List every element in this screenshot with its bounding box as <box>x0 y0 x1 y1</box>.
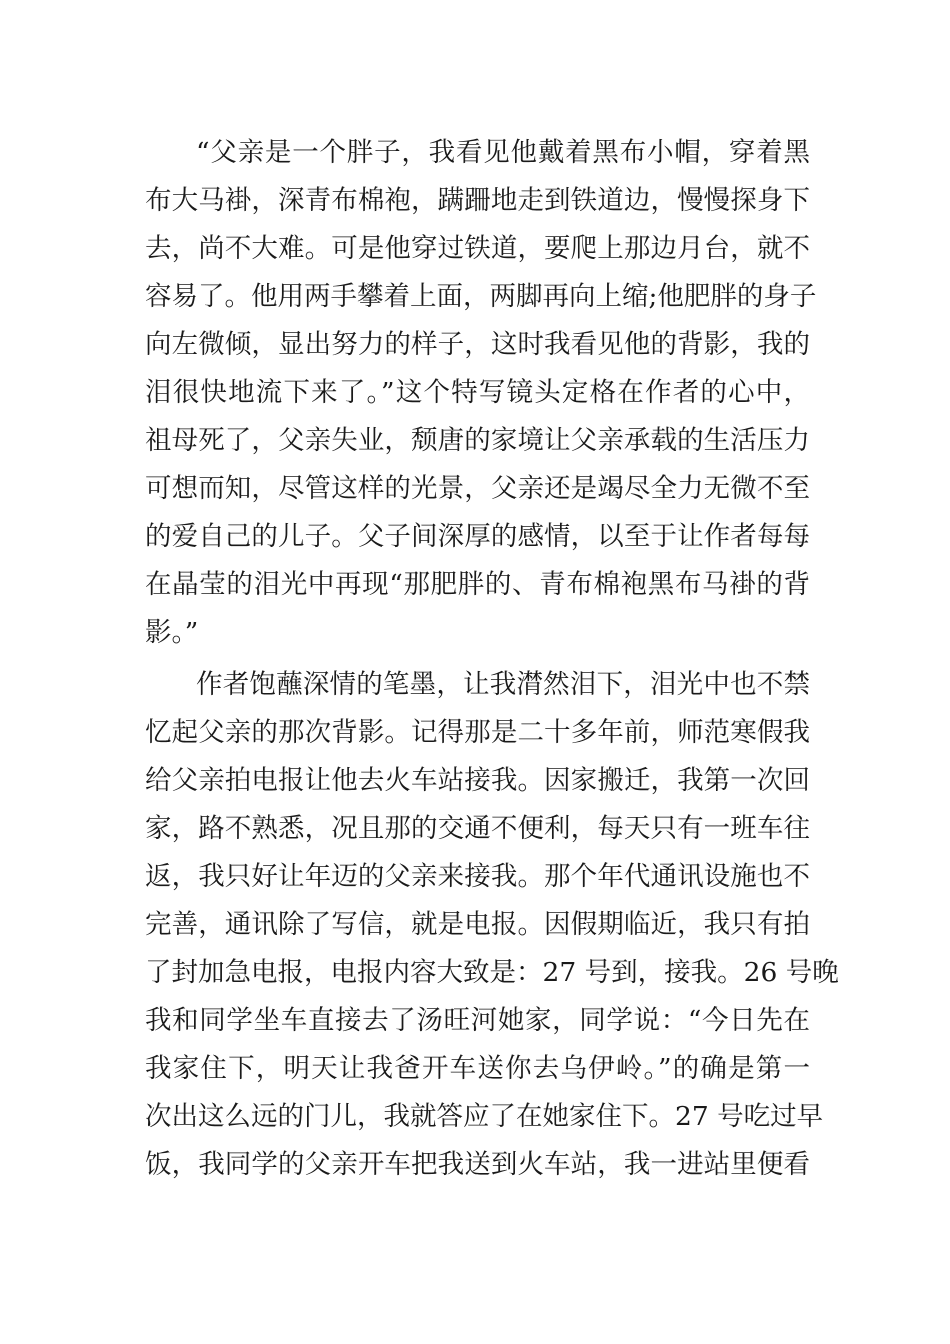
text-line: 了封加急电报，电报内容大致是：27 号到，接我。26 号晚 <box>145 957 839 988</box>
text-line: 泪很快地流下来了。”这个特写镜头定格在作者的心中， <box>145 377 810 408</box>
text-line: 的爱自己的儿子。父子间深厚的感情，以至于让作者每每 <box>145 521 810 552</box>
text-line: 作者饱蘸深情的笔墨，让我潸然泪下，泪光中也不禁 <box>196 669 810 700</box>
text-line: 饭，我同学的父亲开车把我送到火车站，我一进站里便看 <box>145 1149 810 1180</box>
text-line: 我家住下，明天让我爸开车送你去乌伊岭。”的确是第一 <box>145 1053 810 1084</box>
text-line: 向左微倾，显出努力的样子，这时我看见他的背影，我的 <box>145 329 810 360</box>
text-line: 可想而知，尽管这样的光景，父亲还是竭尽全力无微不至 <box>145 473 810 504</box>
text-line: 容易了。他用两手攀着上面，两脚再向上缩;他肥胖的身子 <box>145 281 817 312</box>
text-line: “父亲是一个胖子，我看见他戴着黑布小帽，穿着黑 <box>196 137 810 168</box>
text-line: 我和同学坐车直接去了汤旺河她家，同学说：“今日先在 <box>145 1005 810 1036</box>
text-line: 次出这么远的门儿，我就答应了在她家住下。27 号吃过早 <box>145 1101 824 1132</box>
text-line: 影。” <box>145 617 199 648</box>
text-line: 家，路不熟悉，况且那的交通不便利，每天只有一班车往 <box>145 813 810 844</box>
text-line: 去，尚不大难。可是他穿过铁道，要爬上那边月台，就不 <box>145 233 810 264</box>
text-line: 返，我只好让年迈的父亲来接我。那个年代通讯设施也不 <box>145 861 810 892</box>
text-line: 布大马褂，深青布棉袍，蹒跚地走到铁道边，慢慢探身下 <box>145 185 810 216</box>
text-line: 完善，通讯除了写信，就是电报。因假期临近，我只有拍 <box>145 909 810 940</box>
text-line: 给父亲拍电报让他去火车站接我。因家搬迁，我第一次回 <box>145 765 810 796</box>
text-line: 忆起父亲的那次背影。记得那是二十多年前，师范寒假我 <box>145 717 810 748</box>
text-line: 在晶莹的泪光中再现“那肥胖的、青布棉袍黑布马褂的背 <box>145 569 810 600</box>
text-line: 祖母死了，父亲失业，颓唐的家境让父亲承载的生活压力 <box>145 425 810 456</box>
